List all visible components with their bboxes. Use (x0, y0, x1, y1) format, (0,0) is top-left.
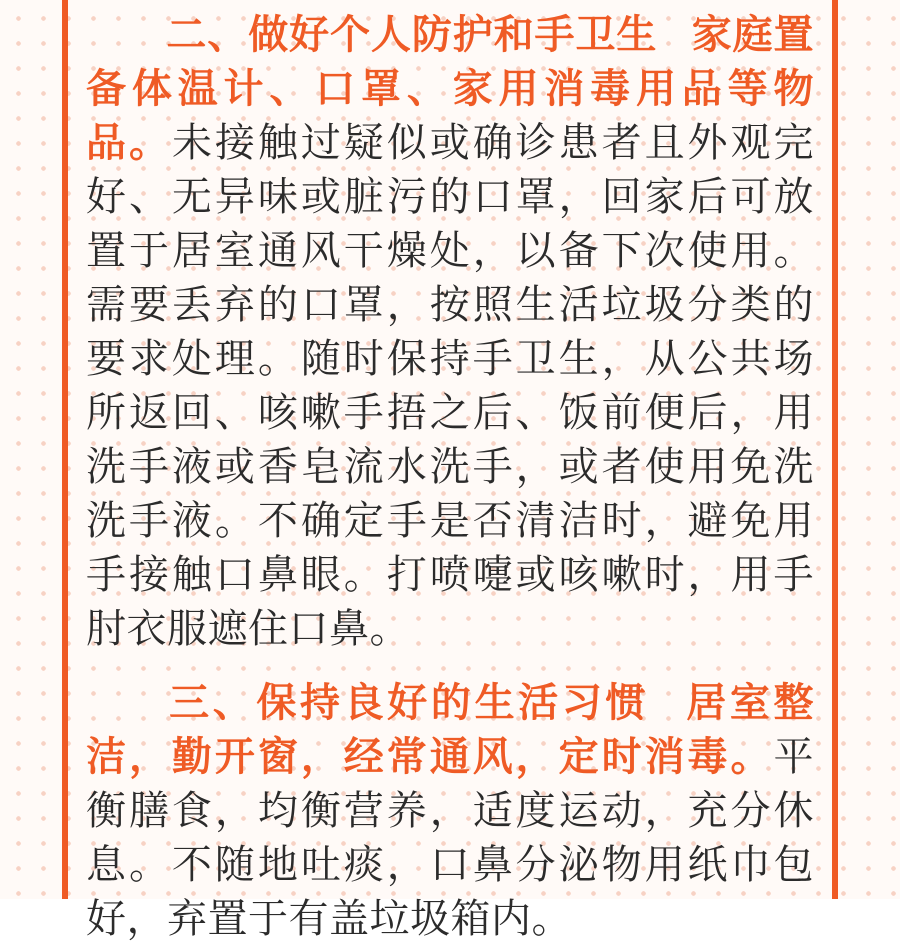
section-three-heading: 三、保持良好的生活习惯 (166, 681, 650, 725)
section-three-body: 平衡膳食，均衡营养，适度运动，充分休息。不随地吐痰，口鼻分泌物用纸巾包好，弃置于有盖垃圾箱内。 (86, 735, 814, 941)
section-three-emphasis: 居室整洁，勤开窗，经常通风，定时消毒。 (86, 681, 815, 779)
section-two-emphasis: 家庭置备体温计、口罩、家用消毒用品等物品。 (86, 13, 814, 165)
section-two-heading: 二、做好个人防护和手卫生 (166, 13, 658, 57)
section-three-paragraph (86, 676, 814, 946)
right-border-rule (832, 0, 838, 899)
section-two-body: 未接触过疑似或确诊患者且外观完好、无异味或脏污的口罩，回家后可放置于居室通风干燥处，以备下次使用。需要丢弃的口罩，按照生活垃圾分类的要求处理。随时保持手卫生，从公共场所返回、咳嗽手捂之后、饭前便后，用洗手液或香皂流水洗手，或者使用免洗洗手液。不确定手是否清洁时，避免用手接触口鼻眼。打喷嚏或咳嗽时，用手肘衣服遮住口鼻。 (86, 121, 814, 651)
left-border-rule (62, 0, 68, 899)
section-two-paragraph (86, 8, 814, 656)
article-content (86, 0, 815, 941)
